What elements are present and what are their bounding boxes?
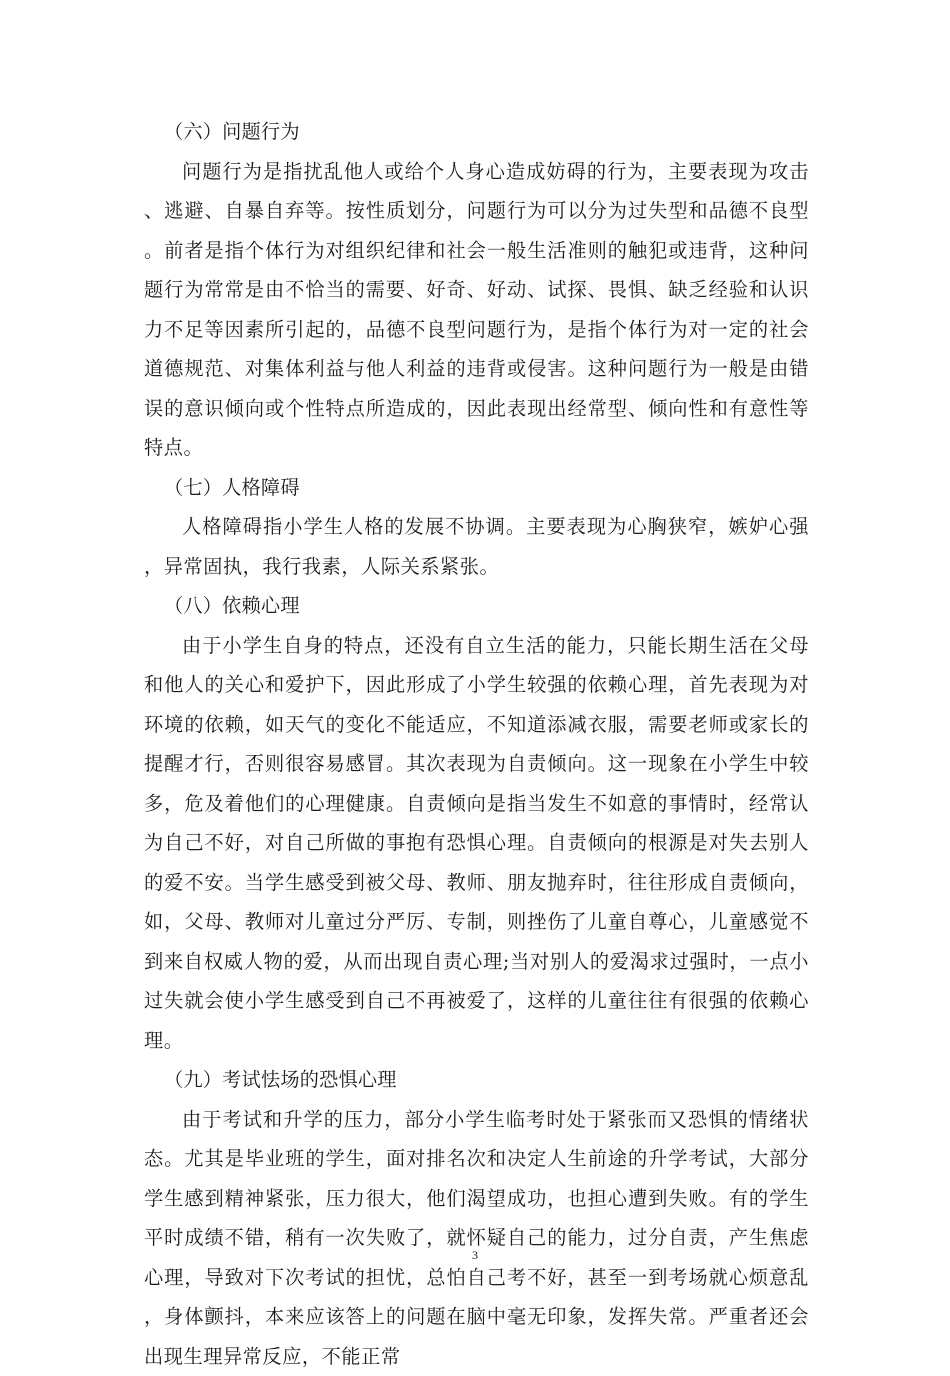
document-body [144, 112, 809, 1376]
section-heading-9: （九）考试怯场的恐惧心理 [144, 1060, 809, 1100]
paragraph-problem-behavior: 问题行为是指扰乱他人或给个人身心造成妨碍的行为，主要表现为攻击、逃避、自暴自弃等。按性质划分，问题行为可以分为过失型和品德不良型。前者是指个体行为对组织纪律和社会一般生活准则的触犯或违背，这种问题行为常常是由不恰当的需要、好奇、好动、试探、畏惧、缺乏经验和认识力不足等因素所引起的，品德不良型问题行为，是指个体行为对一定的社会道德规范、对集体利益与他人利益的违背或侵害。这种问题行为一般是由错误的意识倾向或个性特点所造成的，因此表现出经常型、倾向性和有意性等特点。 [144, 152, 809, 468]
paragraph-dependence: 由于小学生自身的特点，还没有自立生活的能力，只能长期生活在父母和他人的关心和爱护下，因此形成了小学生较强的依赖心理，首先表现为对环境的依赖，如天气的变化不能适应，不知道添减衣服，需要老师或家长的提醒才行，否则很容易感冒。其次表现为自责倾向。这一现象在小学生中较多，危及着他们的心理健康。自责倾向是指当发生不如意的事情时，经常认为自己不好，对自己所做的事抱有恐惧心理。自责倾向的根源是对失去别人的爱不安。当学生感受到被父母、教师、朋友抛弃时，往往形成自责倾向，如，父母、教师对儿童过分严厉、专制，则挫伤了儿童自尊心，儿童感觉不到来自权威人物的爱，从而出现自责心理;当对别人的爱渴求过强时，一点小过失就会使小学生感受到自己不再被爱了，这样的儿童往往有很强的依赖心理。 [144, 626, 809, 1061]
section-heading-8: （八）依赖心理 [144, 586, 809, 626]
paragraph-personality-disorder: 人格障碍指小学生人格的发展不协调。主要表现为心胸狭窄，嫉妒心强，异常固执，我行我素，人际关系紧张。 [144, 507, 809, 586]
section-heading-7: （七）人格障碍 [144, 468, 809, 508]
section-heading-6: （六）问题行为 [144, 112, 809, 152]
paragraph-exam-anxiety: 由于考试和升学的压力，部分小学生临考时处于紧张而又恐惧的情绪状态。尤其是毕业班的学生，面对排名次和决定人生前途的升学考试，大部分学生感到精神紧张，压力很大，他们渴望成功，也担心遭到失败。有的学生平时成绩不错，稍有一次失败了，就怀疑自己的能力，过分自责，产生焦虑心理，导致对下次考试的担忧，总怕自己考不好，甚至一到考场就心烦意乱，身体颤抖，本来应该答上的问题在脑中毫无印象，发挥失常。严重者还会出现生理异常反应，不能正常 [144, 1100, 809, 1376]
page-number: 3 [0, 1248, 950, 1263]
